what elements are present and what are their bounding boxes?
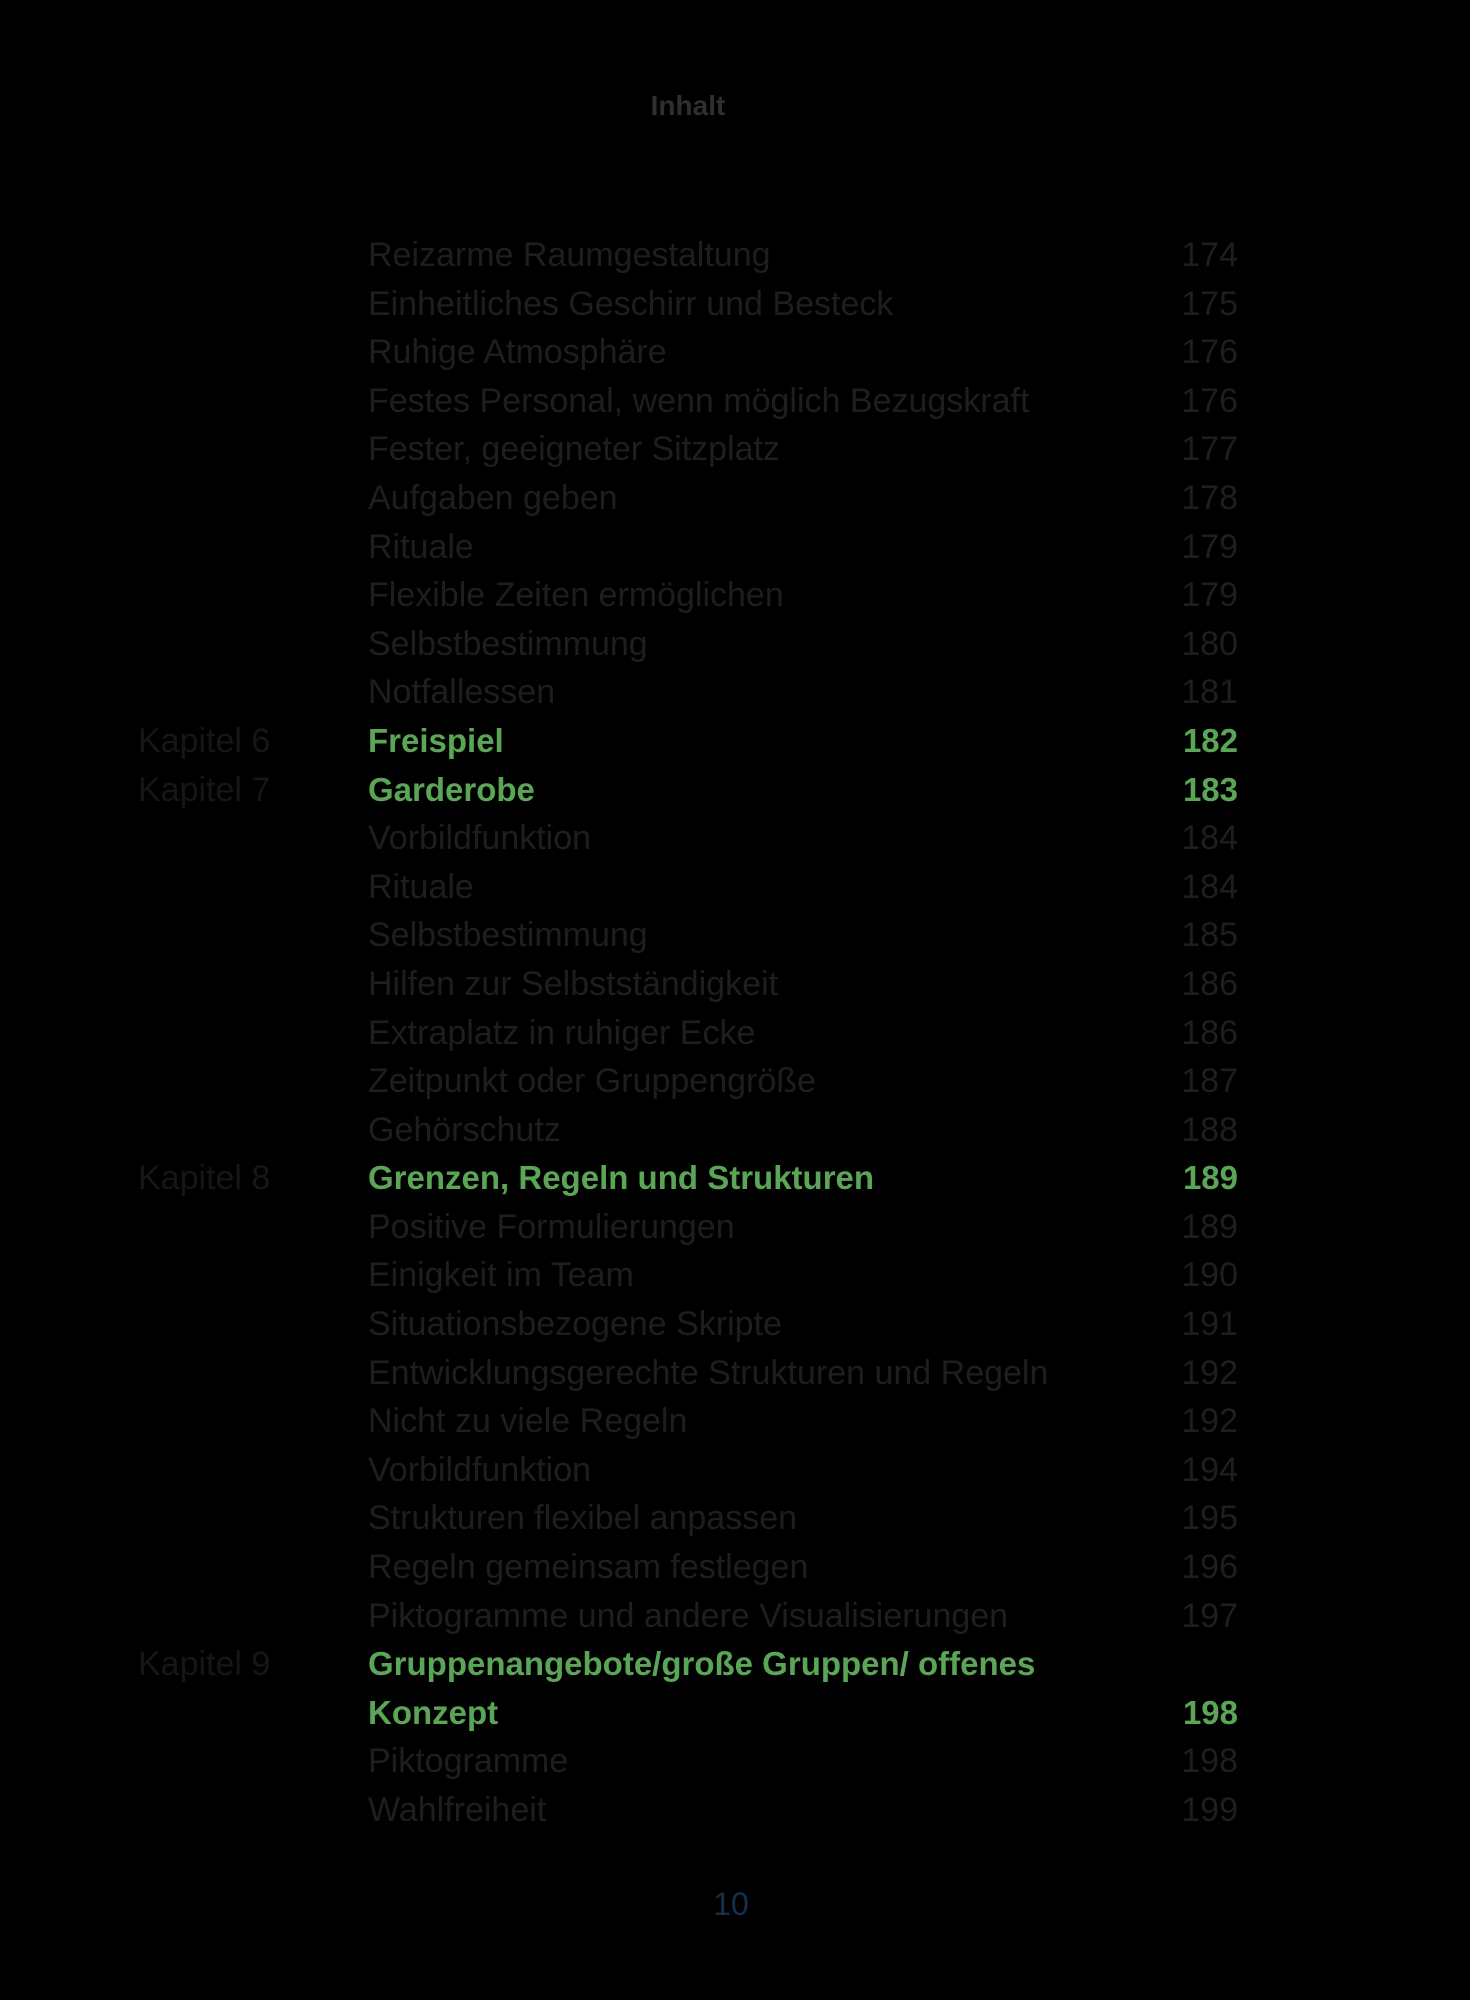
toc-entry[interactable] <box>0 620 1470 669</box>
toc-entry-title: Einigkeit im Team <box>368 1256 634 1295</box>
toc-entry-page: 185 <box>1181 916 1238 955</box>
toc-chapter-title: Garderobe <box>368 770 535 808</box>
table-of-contents <box>0 231 1470 1835</box>
toc-chapter-label: Kapitel 9 <box>138 1645 271 1684</box>
toc-entry[interactable] <box>0 1446 1470 1495</box>
toc-entry-page: 176 <box>1181 381 1238 420</box>
toc-entry-page: 192 <box>1181 1353 1238 1392</box>
toc-chapter-title: Freispiel <box>368 721 504 759</box>
toc-entry[interactable] <box>0 1251 1470 1300</box>
toc-entry-title: Rituale <box>368 527 474 566</box>
toc-entry-page: 195 <box>1181 1499 1238 1538</box>
toc-entry-page: 197 <box>1181 1596 1238 1635</box>
toc-entry[interactable] <box>0 523 1470 572</box>
toc-entry[interactable] <box>0 814 1470 863</box>
toc-entry[interactable] <box>0 1057 1470 1106</box>
toc-entry-page: 178 <box>1181 478 1238 517</box>
toc-entry[interactable] <box>0 1397 1470 1446</box>
toc-entry-page: 191 <box>1181 1305 1238 1344</box>
toc-entry-page: 192 <box>1181 1402 1238 1441</box>
toc-entry-page: 190 <box>1181 1256 1238 1295</box>
toc-entry-page: 196 <box>1181 1548 1238 1587</box>
toc-entry[interactable] <box>0 863 1470 912</box>
toc-chapter-label: Kapitel 6 <box>138 721 271 760</box>
toc-entry-page: 186 <box>1181 964 1238 1003</box>
toc-entry-page: 184 <box>1181 819 1238 858</box>
page-number: 10 <box>713 1886 749 1922</box>
toc-entry-page: 181 <box>1181 673 1238 712</box>
toc-entry-title: Fester, geeigneter Sitzplatz <box>368 430 781 469</box>
toc-entry-page: 194 <box>1181 1450 1238 1489</box>
toc-chapter-entry[interactable] <box>0 717 1470 766</box>
toc-entry-title: Piktogramme und andere Visualisierungen <box>368 1596 1009 1635</box>
toc-entry-title: Situationsbezogene Skripte <box>368 1305 782 1344</box>
toc-entry-page: 177 <box>1181 430 1238 469</box>
toc-entry-title: Rituale <box>368 867 474 906</box>
toc-entry[interactable] <box>0 911 1470 960</box>
toc-chapter-title: Gruppenangebote/große Gruppen/ offenes Konzept <box>368 1645 1036 1731</box>
toc-entry[interactable] <box>0 1494 1470 1543</box>
toc-entry-page: 179 <box>1181 576 1238 615</box>
toc-entry-title: Notfallessen <box>368 673 556 712</box>
toc-entry-page: 180 <box>1181 624 1238 663</box>
toc-entry[interactable] <box>0 231 1470 280</box>
toc-entry-title: Reizarme Raumgestaltung <box>368 236 771 274</box>
toc-entry-title: Selbstbestimmung <box>368 624 648 663</box>
toc-entry[interactable] <box>0 571 1470 620</box>
toc-entry-title: Entwicklungsgerechte Strukturen und Regeln <box>368 1353 1049 1392</box>
toc-entry[interactable] <box>0 668 1470 717</box>
toc-entry[interactable] <box>0 1300 1470 1349</box>
toc-entry-title: Extraplatz in ruhiger Ecke <box>368 1013 756 1052</box>
toc-entry-title: Positive Formulierungen <box>368 1207 735 1246</box>
toc-entry-page: 198 <box>1181 1742 1238 1781</box>
toc-chapter-page: 183 <box>1182 770 1238 808</box>
toc-entry-page: 179 <box>1181 527 1238 566</box>
toc-entry-title: Hilfen zur Selbstständigkeit <box>368 964 779 1003</box>
toc-chapter-label: Kapitel 8 <box>138 1159 271 1198</box>
toc-entry-page: 184 <box>1181 867 1238 906</box>
toc-entry[interactable] <box>0 1737 1470 1786</box>
toc-entry[interactable] <box>0 1106 1470 1155</box>
toc-chapter-title: Grenzen, Regeln und Strukturen <box>368 1159 875 1197</box>
toc-entry[interactable] <box>0 280 1470 329</box>
toc-chapter-page: 189 <box>1182 1159 1238 1197</box>
toc-entry-page: 189 <box>1181 1207 1238 1246</box>
toc-entry[interactable] <box>0 1009 1470 1058</box>
toc-entry[interactable] <box>0 960 1470 1009</box>
toc-entry-page: 188 <box>1181 1110 1238 1149</box>
toc-chapter-entry[interactable] <box>0 1154 1470 1203</box>
toc-entry[interactable] <box>0 474 1470 523</box>
toc-entry-title: Piktogramme <box>368 1742 569 1781</box>
toc-entry-title: Vorbildfunktion <box>368 1450 592 1489</box>
toc-entry[interactable] <box>0 1349 1470 1398</box>
toc-entry[interactable] <box>0 425 1470 474</box>
toc-entry-title: Zeitpunkt oder Gruppengröße <box>368 1062 816 1101</box>
toc-entry-title: Nicht zu viele Regeln <box>368 1402 688 1441</box>
toc-entry-page: 176 <box>1181 333 1238 372</box>
toc-entry-title: Einheitliches Geschirr und Besteck <box>368 284 894 323</box>
toc-entry-title: Ruhige Atmosphäre <box>368 333 667 372</box>
toc-entry-title: Flexible Zeiten ermöglichen <box>368 576 784 615</box>
toc-entry-title: Vorbildfunktion <box>368 819 592 858</box>
toc-chapter-label: Kapitel 7 <box>138 770 271 809</box>
toc-entry[interactable] <box>0 377 1470 426</box>
toc-entry-page: 175 <box>1181 284 1238 323</box>
toc-entry[interactable] <box>0 328 1470 377</box>
toc-entry-title: Gehörschutz <box>368 1110 561 1149</box>
toc-entry-title: Festes Personal, wenn möglich Bezugskraft <box>368 381 1030 420</box>
toc-entry-page: 186 <box>1181 1013 1238 1052</box>
page-header-title: Inhalt <box>650 90 726 121</box>
toc-entry[interactable] <box>0 1786 1470 1835</box>
toc-entry-title: Regeln gemeinsam festlegen <box>368 1548 809 1587</box>
toc-entry-page: 187 <box>1181 1062 1238 1101</box>
toc-chapter-entry[interactable] <box>0 766 1470 815</box>
toc-entry[interactable] <box>0 1543 1470 1592</box>
toc-entry-page: 174 <box>1181 236 1238 274</box>
toc-entry-title: Wahlfreiheit <box>368 1791 547 1829</box>
toc-entry-page: 199 <box>1181 1791 1238 1829</box>
toc-chapter-entry[interactable] <box>0 1640 1470 1737</box>
toc-entry[interactable] <box>0 1203 1470 1252</box>
toc-chapter-page: 198 <box>1182 1693 1238 1731</box>
toc-entry[interactable] <box>0 1592 1470 1641</box>
toc-entry-title: Selbstbestimmung <box>368 916 648 955</box>
toc-entry-title: Strukturen flexibel anpassen <box>368 1499 798 1538</box>
toc-chapter-page: 182 <box>1182 721 1238 759</box>
toc-entry-title: Aufgaben geben <box>368 478 618 517</box>
